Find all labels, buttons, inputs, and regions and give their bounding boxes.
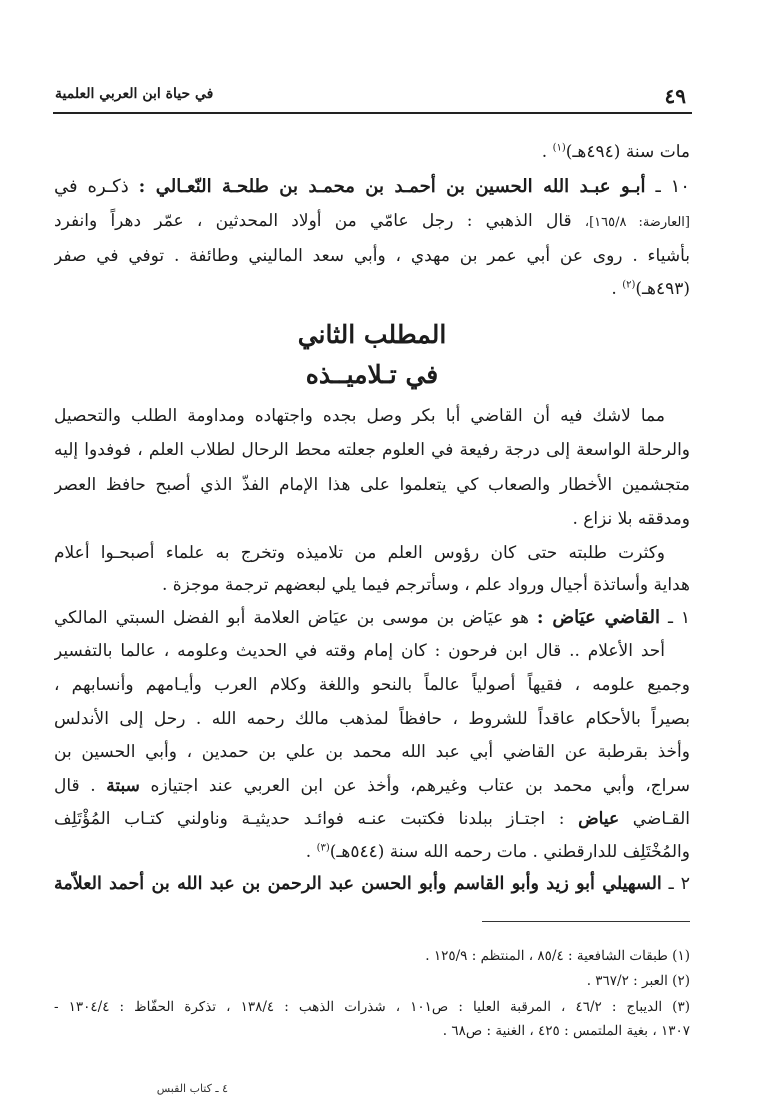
entry-10-name: أبـو عبـد الله الحسين بن أحمـد بن محمـد بن طلحـة النّعـالي :	[138, 176, 646, 197]
footnote-1: (١) طبقات الشافعية : ٨٥/٤ ، المنتظم : ١٢٥/٩ .	[425, 948, 690, 964]
entry-number: ١٠ ـ	[655, 176, 690, 197]
footnote-3-cont: ١٣٠٧ ، بغية الملتمس : ٤٢٥ ، الغنية : ص٦٨ .	[442, 1023, 690, 1039]
intro-line-4: ومدققه بلا نزاع .	[572, 509, 690, 529]
running-head: في حياة ابن العربي العلمية	[55, 86, 214, 102]
student-1-line-2: أحد الأعلام .. قال ابن فرحون : كان إمام وقته في الحديث وعلومه ، عالما بالتفسير	[54, 641, 665, 661]
intro-p2-line-1: وكثرت طلبته حتى كان رؤوس العلم من تلاميذه وتخرج به علماء أصبحـوا أعلام	[54, 543, 665, 563]
entry-10-heading: ١٠ ـ أبـو عبـد الله الحسين بن أحمـد بن محمـد بن طلحـة النّعـالي : ذكـره في	[54, 176, 690, 197]
entry-10-line-4: (٤٩٣هـ)$^{(٢)}$ .	[611, 279, 690, 299]
intro-p2-line-2: هداية وأساتذة أجيال ورواد علم ، وسأترجم فيما يلي لبعضهم ترجمة موجزة .	[161, 575, 690, 595]
entry-number: ٢ ـ	[668, 874, 690, 894]
student-1-line-5: وأخذ بقرطبة عن القاضي أبي عبد الله محمد بن علي بن حمدين ، وأبي الحسين بن	[54, 742, 690, 762]
place-name: سبتة	[106, 776, 140, 796]
student-1-line-6: سراج، وأبي محمد بن عتاب وغيرهم، وأخذ عن ابن العربي عند اجتيازه سبتة . قال	[54, 776, 690, 796]
section-title: المطلب الثاني	[297, 320, 447, 349]
footnote-ref: (١)	[552, 142, 566, 154]
header-divider	[53, 112, 692, 114]
footnote-3: (٣) الديباج : ٤٦/٢ ، المرقبة العليا : ص١٠١ ، شذرات الذهب : ١٣٨/٤ ، تذكرة الحفّاظ : ١٣٠٤/٤ -	[54, 999, 690, 1015]
student-1-heading: ١ ـ القاضي عيَاض : هو عيَاض بن موسى بن عيَاض العلامة أبو الفضل السبتي المالكي	[54, 607, 690, 628]
citation: [العارضة: ١٦٥/٨]،	[584, 215, 690, 230]
footnote-ref: (٣)	[316, 842, 330, 854]
entry-10-line-3: بأشياء . روى عن أبي عمر بن مهدي ، وأبي سعد الماليني وطائفة . توفي في صفر	[54, 246, 690, 266]
entry-10-line-2: [العارضة: ١٦٥/٨]، قال الذهبي : رجل عامّي من أولاد المحدثين ، عمّر دهراً وانفرد	[54, 211, 690, 231]
entry-number: ١ ـ	[667, 608, 690, 628]
footnote-ref: (٢)	[622, 279, 636, 291]
death-note-line: مات سنة (٤٩٤هـ)$^{(١)}$ .	[541, 142, 690, 162]
student-1-line-8: والمُخْتَلِف للدارقطني . مات رحمه الله سنة (٥٤٤هـ)$^{(٣)}$ .	[305, 842, 690, 862]
footnote-2: (٢) العبر : ٣٦٧/٢ .	[586, 973, 690, 989]
student-1-line-3: وجميع علومه ، فقيهاً أصولياً عالماً بالنحو واللغة وكلام العرب وأيـامهم وأنسابهم ،	[54, 675, 690, 695]
student-2-name: السهيلي أبو زيد وأبو القاسم وأبو الحسن عبد الرحمن بن عبد الله بن أحمد العلاّمة	[54, 874, 662, 894]
student-2-heading	[54, 869, 690, 899]
intro-line-1: مما لاشك فيه أن القاضي أبا بكر وصل بجده واجتهاده ومداومة الطلب والتحصيل	[54, 406, 665, 426]
footnote-divider	[482, 921, 690, 922]
page-number: ٤٩	[664, 84, 686, 108]
section-subtitle: في تـلاميــذه	[305, 360, 439, 389]
printer-signature: ٤ ـ كتاب القبس	[156, 1082, 228, 1095]
student-1-line-7: القـاضي عياض : اجتـاز ببلدنا فكتبت عنـه فوائـد حديثيـة وناولني كتـاب المُؤْتَلِف	[54, 809, 690, 829]
student-1-line-4: بصيراً بالأحكام عاقداً للشروط ، حافظاً لمذهب مالك رحمه الله . رحل إلى الأندلس	[54, 709, 690, 729]
person-name: عياض	[578, 809, 620, 829]
intro-line-3: متجشمين الأخطار والصعاب كي يتعلموا على هذا الإمام الفذّ الذي أصبح حافظ العصر	[54, 475, 690, 495]
intro-line-2: والرحلة الواسعة إلى درجة رفيعة في العلوم جعلته محط الرحال لطلاب العلم ، فوفدوا إليه	[54, 440, 690, 460]
student-1-name: القاضي عيَاض :	[536, 607, 660, 628]
